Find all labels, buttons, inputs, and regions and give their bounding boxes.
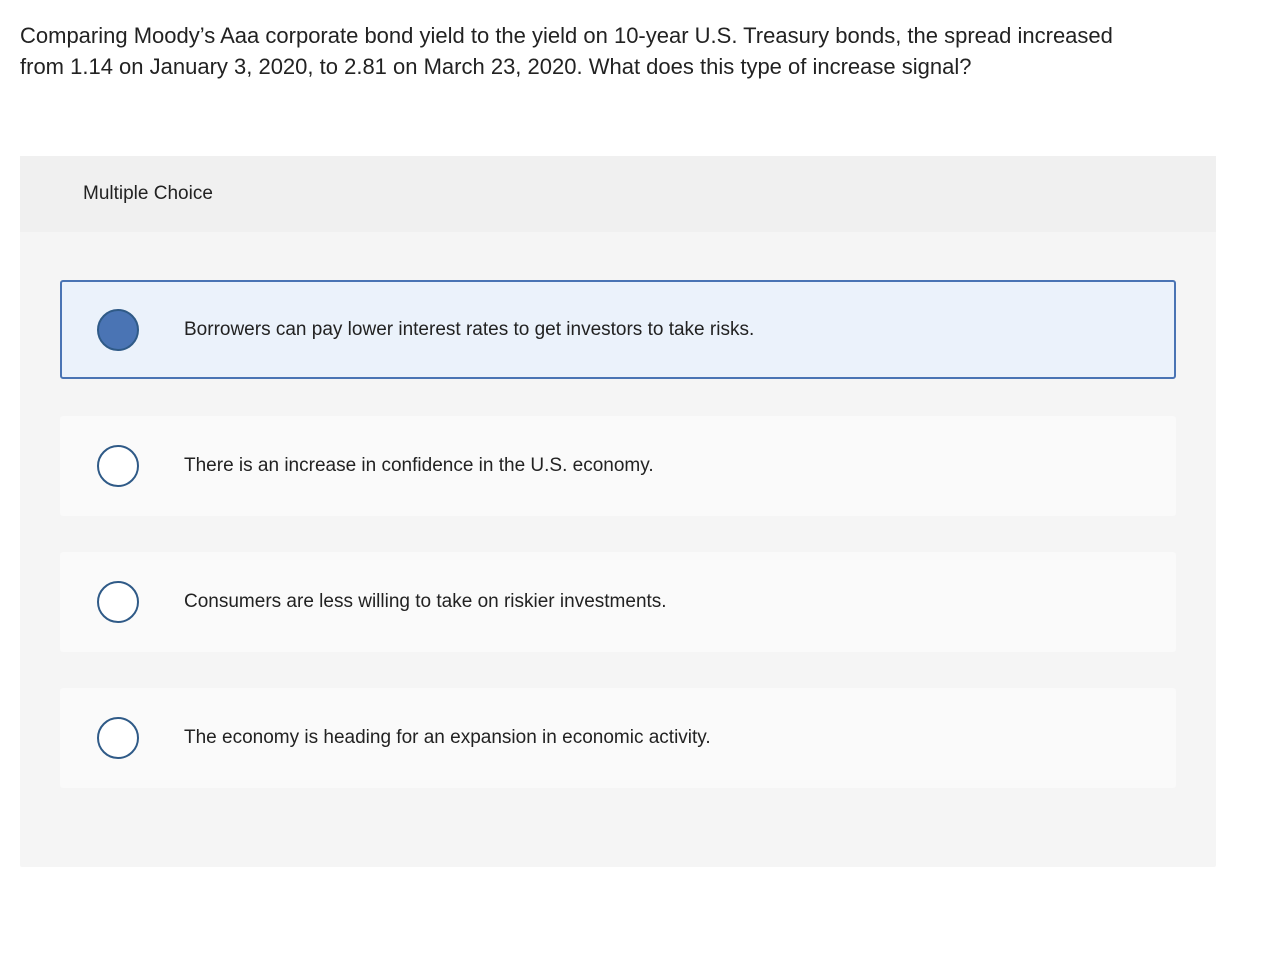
choice-label: There is an increase in confidence in the U.S. economy.	[184, 455, 654, 476]
multiple-choice-panel	[20, 156, 1216, 867]
radio-unselected-icon[interactable]	[97, 445, 139, 487]
multiple-choice-header	[20, 156, 1216, 232]
radio-unselected-icon[interactable]	[97, 717, 139, 759]
choice-option-3[interactable]	[60, 552, 1176, 652]
choice-option-2[interactable]	[60, 416, 1176, 516]
choice-label: Borrowers can pay lower interest rates to get investors to take risks.	[184, 318, 755, 340]
choice-option-4[interactable]	[60, 688, 1176, 788]
radio-selected-icon[interactable]	[97, 309, 139, 351]
radio-unselected-icon[interactable]	[97, 581, 139, 623]
choice-option-1[interactable]	[60, 280, 1176, 379]
question-line-2: from 1.14 on January 3, 2020, to 2.81 on March 23, 2020. What does this type of increase signal?	[20, 54, 972, 79]
multiple-choice-label: Multiple Choice	[83, 183, 213, 204]
choice-label: Consumers are less willing to take on riskier investments.	[184, 591, 667, 612]
question-text	[20, 20, 1220, 82]
question-line-1: Comparing Moody’s Aaa corporate bond yield to the yield on 10-year U.S. Treasury bonds, the spread increased	[20, 23, 1113, 48]
choice-label: The economy is heading for an expansion in economic activity.	[184, 727, 711, 748]
